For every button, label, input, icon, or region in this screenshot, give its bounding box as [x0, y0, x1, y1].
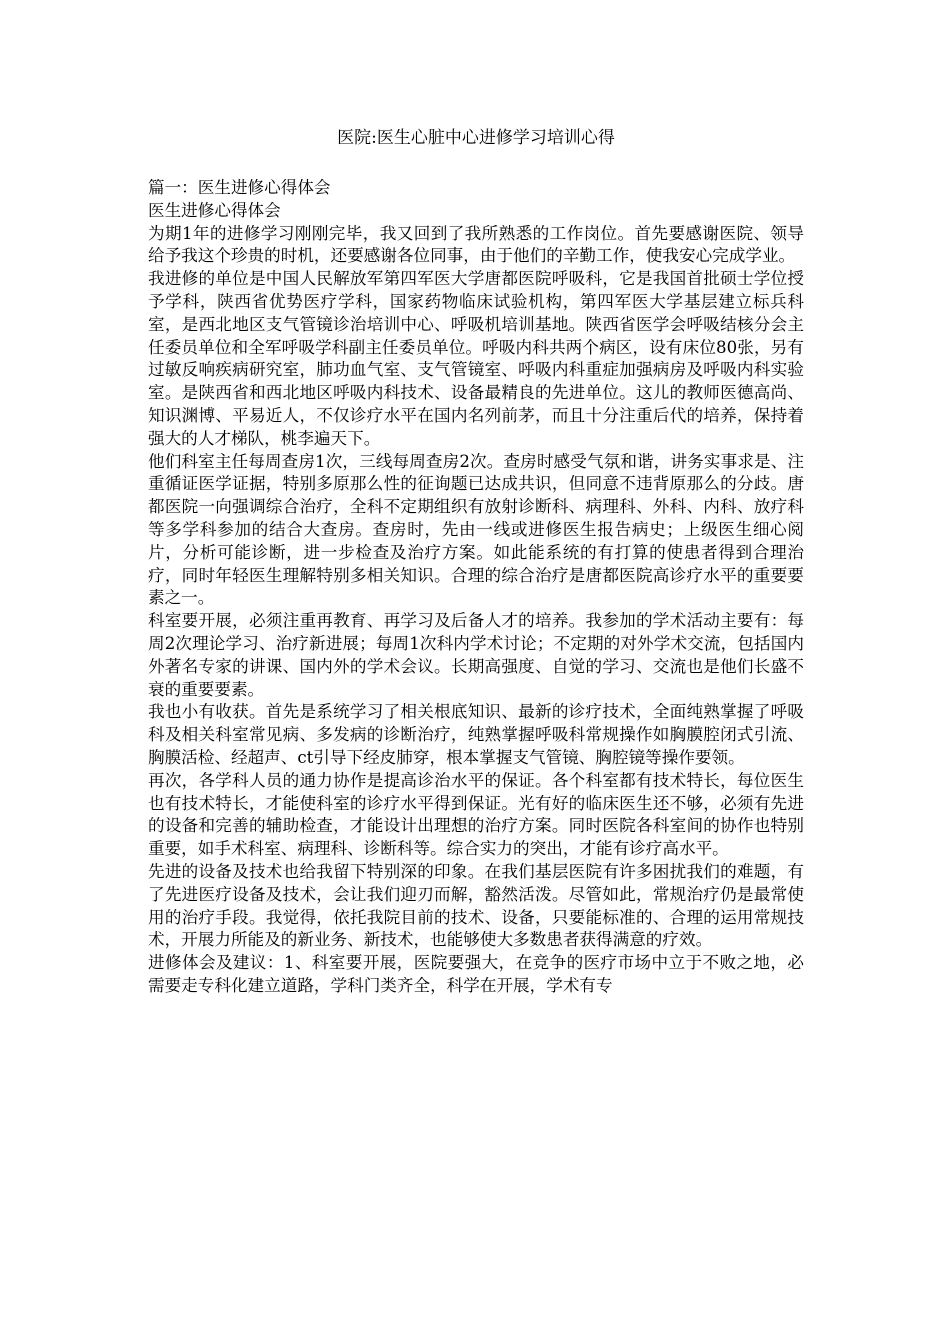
paragraph: 他们科室主任每周查房1次，三线每周查房2次。查房时感受气氛和谐，讲务实事求是、注重循证医学证据，特别多原那么性的征询题已达成共识，但同意不违背原那么的分歧。唐都医院一向强调综合治疗，全科不定期组织有放射诊断科、病理科、外科、内科、放疗科等多学科参加的结合大查房。查房时，先由一线或进修医生报告病史；上级医生细心阅片，分析可能诊断，进一步检查及治疗方案。如此能系统的有打算的使患者得到合理治疗，同时年轻医生理解特别多相关知识。合理的综合治疗是唐都医院高诊疗水平的重要要素之一。: [148, 451, 804, 608]
paragraph: 我也小有收获。首先是系统学习了相关根底知识、最新的诊疗技术，全面纯熟掌握了呼吸科及相关科室常见病、多发病的诊断治疗，纯熟掌握呼吸科常规操作如胸膜腔闭式引流、胸膜活检、经超声、ct引导下经皮肺穿，根本掌握支气管镜、胸腔镜等操作要领。: [148, 702, 804, 767]
paragraph: 先进的设备及技术也给我留下特别深的印象。在我们基层医院有许多困扰我们的难题，有了先进医疗设备及技术，会让我们迎刃而解，豁然活泼。尽管如此，常规治疗仍是最常使用的治疗手段。我觉得，依托我院目前的技术、设备，只要能标准的、合理的运用常规技术，开展力所能及的新业务、新技术，也能够使大多数患者获得满意的疗效。: [148, 861, 804, 950]
paragraph: 为期1年的进修学习刚刚完毕，我又回到了我所熟悉的工作岗位。首先要感谢医院、领导给予我这个珍贵的时机，还要感谢各位同事，由于他们的辛勤工作，使我安心完成学业。: [148, 223, 804, 266]
subheading: 医生进修心得体会: [148, 200, 281, 220]
document-body: [148, 177, 804, 998]
paragraph: 再次，各学科人员的通力协作是提高诊治水平的保证。各个科室都有技术特长，每位医生也有技术特长，才能使科室的诊疗水平得到保证。光有好的临床医生还不够，必须有先进的设备和完善的辅助检查，才能设计出理想的治疗方案。同时医院各科室间的协作也特别重要，如手术科室、病理科、诊断科等。综合实力的突出，才能有诊疗高水平。: [148, 770, 804, 859]
paragraph: 我进修的单位是中国人民解放军第四军医大学唐都医院呼吸科，它是我国首批硕士学位授予学科，陕西省优势医疗学科，国家药物临床试验机构，第四军医大学基层建立标兵科室，是西北地区支气管镜诊治培训中心、呼吸机培训基地。陕西省医学会呼吸结核分会主任委员单位和全军呼吸学科副主任委员单位。呼吸内科共两个病区，设有床位80张，另有过敏反响疾病研究室，肺功血气室、支气管镜室、呼吸内科重症加强病房及呼吸内科实验室。是陕西省和西北地区呼吸内科技术、设备最精良的先进单位。这儿的教师医德高尚、知识渊博、平易近人，不仅诊疗水平在国内名列前茅，而且十分注重后代的培养，保持着强大的人才梯队，桃李遍天下。: [148, 269, 804, 448]
document-title: 医院:医生心脏中心进修学习培训心得: [337, 128, 615, 148]
paragraph: 科室要开展，必须注重再教育、再学习及后备人才的培养。我参加的学术活动主要有：每周2次理论学习、治疗新进展；每周1次科内学术讨论；不定期的对外学术交流，包括国内外著名专家的讲课、国内外的学术会议。长期高强度、自觉的学习、交流也是他们长盛不衰的重要要素。: [148, 611, 804, 699]
section-heading: 篇一：医生进修心得体会: [148, 178, 331, 197]
paragraph: 进修体会及建议：1、科室要开展，医院要强大，在竞争的医疗市场中立于不败之地，必需要走专科化建立道路，学科门类齐全，科学在开展，学术有专: [148, 953, 804, 995]
